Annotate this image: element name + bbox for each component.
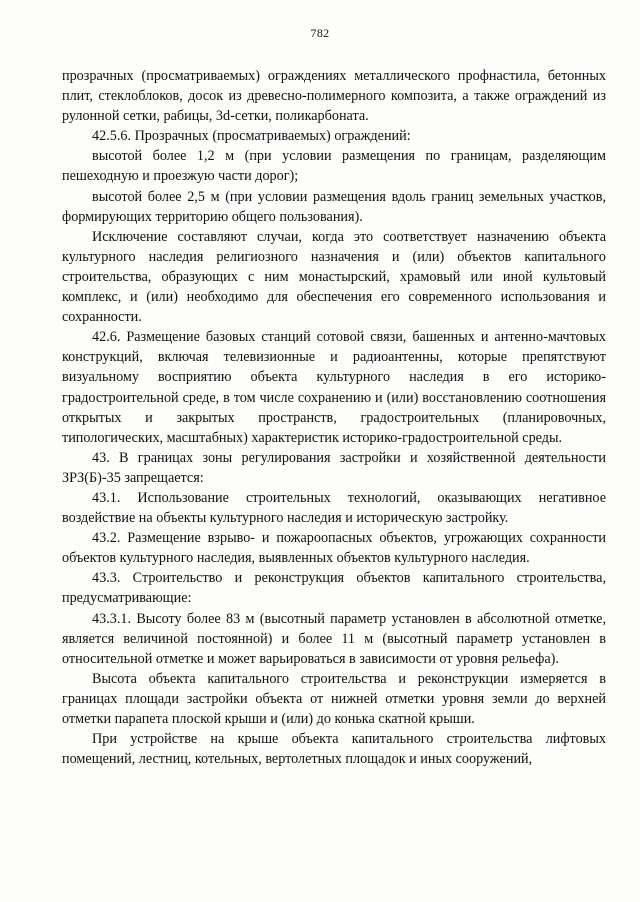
paragraph-roof-structures: При устройстве на крыше объекта капитального строительства лифтовых помещений, лестниц, котельных, вертолетных площадок и иных сооружений, [62, 731, 606, 768]
paragraph-42-6: 42.6. Размещение базовых станций сотовой связи, башенных и антенно-мачтовых конструкций, включая телевизионные и радиоантенны, которые препятствуют визуальному восприятию объекта культурного наследия в его историко-градостроительной среде, в том числе сохранению и (или) восстановлению соотношения открытых и закрытых пространств, градостроительных (планировочных, типологических, масштабных) характеристик историко-градостроительной среды. [62, 329, 606, 446]
paragraph-exception: Исключение составляют случаи, когда это соответствует назначению объекта культурного наследия религиозного назначения и (или) объектов капитального строительства, образующих с ним монастырский, храмовый или иной культовый комплекс, и (или) необходимо для обеспечения его современного использования и сохранности. [62, 228, 606, 326]
paragraph-42-5-6: 42.5.6. Прозрачных (просматриваемых) ограждений: [92, 128, 411, 145]
paragraph-continuation: прозрачных (просматриваемых) ограждениях металлического профнастила, бетонных плит, стеклоблоков, досок из древесно-полимерного композита, а также ограждений из рулонной сетки, рабицы, 3d-сетки, поликарбоната. [62, 68, 606, 125]
paragraph-43-1: 43.1. Использование строительных технологий, оказывающих негативное воздействие на объекты культурного наследия и историческую застройку. [62, 489, 606, 527]
page-number: 782 [310, 26, 330, 40]
paragraph-43-3-1: 43.3.1. Высоту более 83 м (высотный параметр установлен в абсолютной отметке, является величиной постоянной) и более 11 м (высотный параметр установлен в относительной отметке и может варьироваться в зависимости от уровня рельефа). [62, 610, 606, 667]
paragraph-height-2-5: высотой более 2,5 м (при условии размещения вдоль границ земельных участков, формирующих территорию общего пользования). [62, 188, 606, 225]
paragraph-43-3: 43.3. Строительство и реконструкция объектов капитального строительства, предусматривающие: [62, 570, 606, 607]
paragraph-43: 43. В границах зоны регулирования застройки и хозяйственной деятельности ЗРЗ(Б)-35 запрещается: [62, 449, 606, 486]
paragraph-height-measurement: Высота объекта капитального строительства и реконструкции измеряется в границах площади застройки объекта от нижней отметки уровня земли до верхней отметки парапета плоской крыши и (или) до конька скатной крыши. [62, 670, 606, 727]
document-body [62, 66, 606, 769]
paragraph-43-2: 43.2. Размещение взрыво- и пожароопасных объектов, угрожающих сохранности объектов культурного наследия, выявленных объектов культурного наследия. [62, 530, 606, 567]
paragraph-height-1-2: высотой более 1,2 м (при условии размещения по границам, разделяющим пешеходную и проезжую части дорог); [62, 148, 606, 185]
